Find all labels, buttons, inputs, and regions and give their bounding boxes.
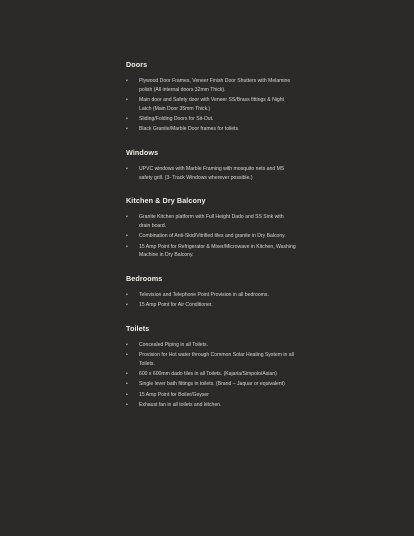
bullet-icon: •	[126, 115, 128, 122]
list-item	[126, 391, 296, 400]
bullet-icon: •	[126, 402, 128, 409]
list-item	[126, 351, 296, 368]
item-text: 15 Amp Point for Air Conditioner.	[139, 302, 213, 309]
section-toilets	[126, 324, 296, 410]
list-item	[126, 301, 296, 310]
list-item	[126, 243, 296, 260]
item-text: 15 Amp Point for Refrigerator & Mixer/Microwave in Kitchen, Washing Machine in Dry Balcony.	[139, 243, 296, 259]
bullet-icon: •	[126, 214, 128, 221]
item-list	[126, 213, 296, 260]
list-item	[126, 115, 296, 124]
item-text: 600 x 600mm dado tiles in all Toilets. (Kajaria/Simpolo/Asian)	[139, 371, 277, 378]
item-text: Provision for Hot water through Common Solar Heating System in all Toilets.	[139, 352, 294, 367]
section-windows	[126, 148, 296, 182]
item-list	[126, 165, 296, 182]
section-heading: Bedrooms	[126, 273, 163, 283]
item-text: Black Granite/Marble Door frames for toilets.	[139, 126, 240, 133]
bullet-icon: •	[126, 78, 128, 84]
section-heading: Toilets	[126, 323, 150, 333]
list-item	[126, 165, 296, 182]
specifications-content	[126, 60, 296, 424]
bullet-icon: •	[126, 352, 128, 359]
bullet-icon: •	[126, 291, 128, 298]
item-text: Granite Kitchen platform with Full Height Dado and SS Sink with drain board.	[139, 214, 284, 229]
item-text: Exhaust fan in all toilets and kitchen.	[139, 402, 222, 409]
section-doors	[126, 60, 296, 134]
bullet-icon: •	[126, 341, 128, 348]
list-item	[126, 213, 296, 230]
item-text: Concealed Piping in all Toilets.	[139, 341, 208, 348]
item-text: Television and Telephone Point Provision in all bedrooms.	[139, 291, 269, 298]
list-item	[126, 401, 296, 410]
bullet-icon: •	[126, 96, 128, 103]
bullet-icon: •	[126, 302, 128, 309]
bullet-icon: •	[126, 126, 128, 133]
item-text: Combination of Anti-Skid/Vitrified tiles and granite in Dry Balcony.	[139, 233, 286, 240]
bullet-icon: •	[126, 233, 128, 240]
list-item	[126, 232, 296, 241]
item-list	[126, 291, 296, 310]
bullet-icon: •	[126, 391, 128, 398]
list-item	[126, 370, 296, 379]
list-item	[126, 96, 296, 113]
list-item	[126, 341, 296, 350]
list-item	[126, 125, 296, 134]
item-text: Plywood Door Frames, Veneer Finish Door Shutters with Melamine polish (All internal doors 32mm Thick).	[139, 78, 291, 93]
section-heading: Doors	[126, 60, 148, 69]
list-item	[126, 380, 296, 389]
bullet-icon: •	[126, 381, 128, 388]
item-list	[126, 77, 296, 134]
section-kitchen-dry-balcony	[126, 196, 296, 260]
section-heading: Windows	[126, 147, 159, 157]
item-list	[126, 341, 296, 410]
list-item	[126, 77, 296, 94]
bullet-icon: •	[126, 165, 128, 172]
bullet-icon: •	[126, 243, 128, 250]
item-text: Sliding/Folding Doors for Sit-Out.	[139, 115, 214, 122]
item-text: 15 Amp Point for Boiler/Geyser	[139, 391, 209, 398]
section-heading: Kitchen & Dry Balcony	[126, 196, 206, 206]
bullet-icon: •	[126, 371, 128, 378]
item-text: Single lever bath fittings in toilets. (Brand – Jaquar or equivalent)	[139, 381, 285, 388]
section-bedrooms	[126, 274, 296, 310]
item-text: UPVC windows with Marble Framing with mosquito nets and MS safety grill. (3- Track Windows wherever possible.)	[139, 165, 285, 181]
list-item	[126, 291, 296, 300]
item-text: Main door and Safety door with Veneer SS/Brass fittings & Night Latch (Main Door 35mm Thick.)	[139, 96, 284, 112]
